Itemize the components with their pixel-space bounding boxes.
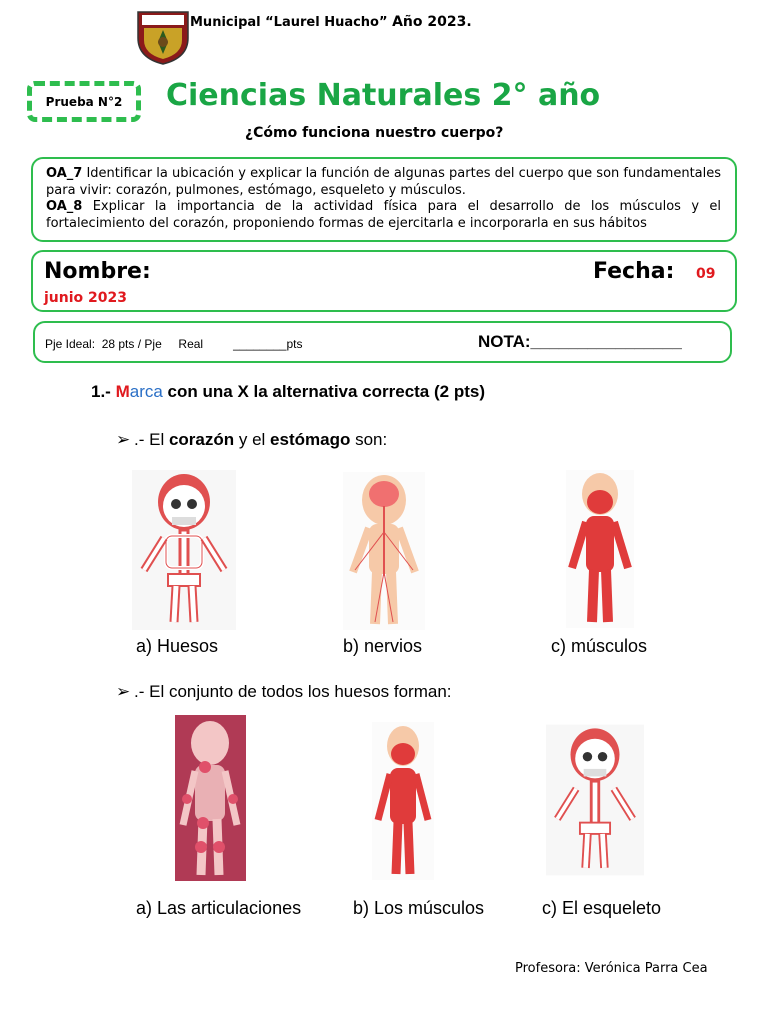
score-text: Pje Ideal: 28 pts / Pje Real ________pts bbox=[45, 337, 303, 351]
school-logo bbox=[134, 8, 192, 66]
option-1b[interactable]: b) nervios bbox=[343, 636, 423, 656]
option-2b[interactable]: b) Los músculos bbox=[353, 898, 485, 918]
skeleton-image-2 bbox=[546, 720, 644, 880]
question-item-1: ➢ .- El corazón y el estómago son: bbox=[116, 430, 388, 449]
date-value-day: 09 bbox=[696, 266, 716, 282]
skeleton-image bbox=[132, 470, 236, 630]
name-label: Nombre: bbox=[44, 259, 151, 284]
muscles-image-2 bbox=[372, 722, 434, 880]
option-2a[interactable]: a) Las articulaciones bbox=[136, 898, 302, 918]
page-title: Ciencias Naturales 2° año bbox=[166, 78, 601, 113]
page-subtitle: ¿Cómo funciona nuestro cuerpo? bbox=[245, 125, 504, 141]
question-item-2: ➢ .- El conjunto de todos los huesos forman: bbox=[116, 682, 452, 701]
objectives-box bbox=[31, 157, 737, 242]
teacher-name: Profesora: Verónica Parra Cea bbox=[515, 961, 708, 976]
bullet-arrow-icon: ➢ bbox=[116, 430, 131, 449]
date-label: Fecha: bbox=[593, 259, 675, 284]
objective-oa8: OA_8 Explicar la importancia de la actividad física para el desarrollo de los músculos y el fortalecimiento del corazón, proponiendo formas de ejercitarla e incorporarla en sus hábitos bbox=[46, 199, 721, 231]
nervous-system-image bbox=[343, 472, 425, 630]
muscles-image bbox=[566, 470, 634, 628]
question-heading: 1.- Marca con una X la alternativa correcta (2 pts) bbox=[91, 382, 485, 401]
option-1c[interactable]: c) músculos bbox=[551, 636, 648, 656]
joints-image bbox=[175, 715, 246, 881]
option-2c[interactable]: c) El esqueleto bbox=[542, 898, 662, 918]
objective-oa7: OA_7 Identificar la ubicación y explicar la función de algunas partes del cuerpo que son fundamentales para vivir: corazón, pulmones, estómago, esqueleto y músculos. bbox=[46, 166, 722, 198]
date-value-month: junio 2023 bbox=[44, 290, 127, 306]
bullet-arrow-icon: ➢ bbox=[116, 682, 131, 701]
option-1a[interactable]: a) Huesos bbox=[136, 636, 219, 656]
grade-label: NOTA:________________ bbox=[478, 332, 682, 351]
school-header-line: Municipal “Laurel Huacho” Año 2023. bbox=[190, 14, 472, 30]
test-number-badge: Prueba N°2 bbox=[27, 81, 141, 122]
